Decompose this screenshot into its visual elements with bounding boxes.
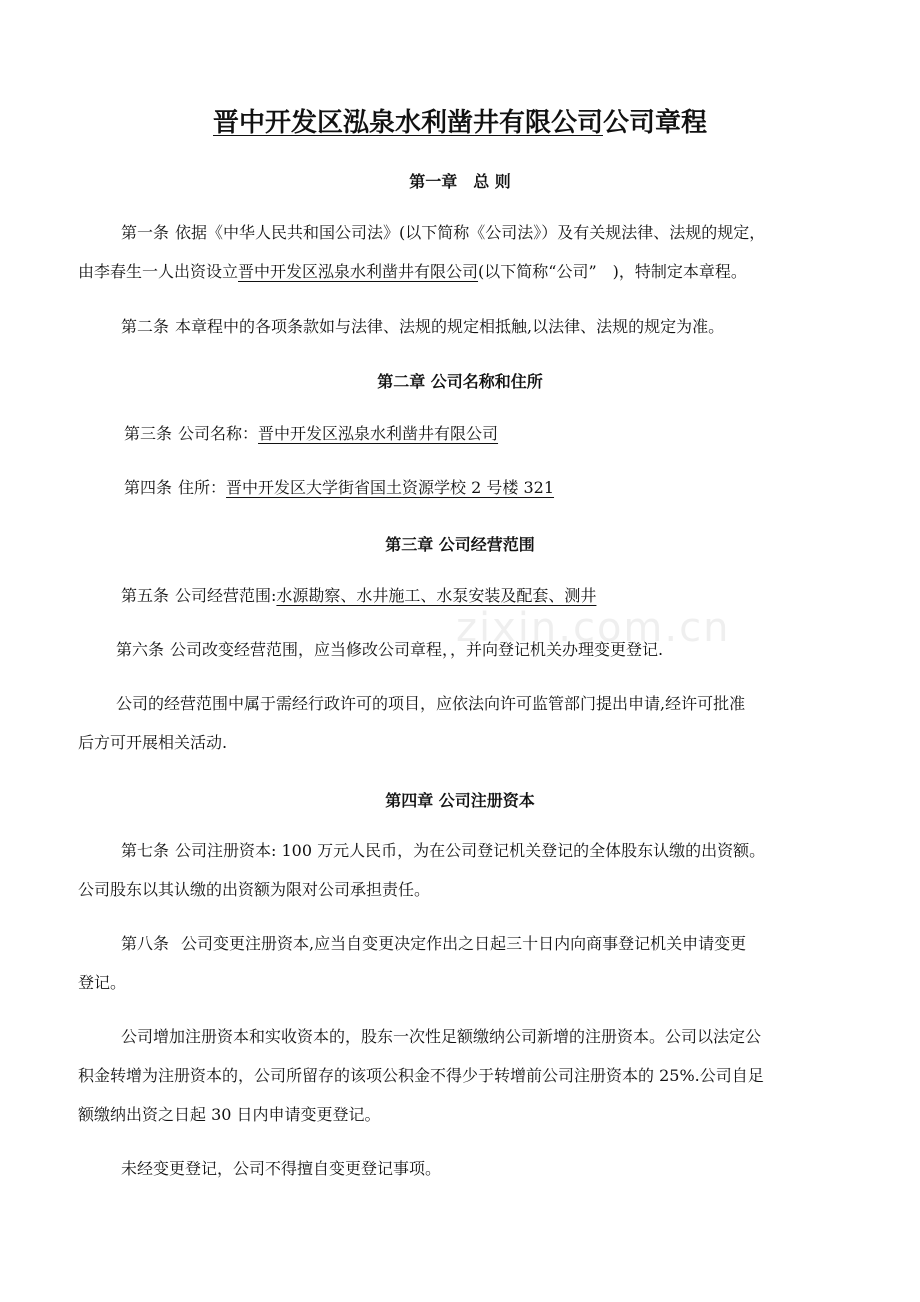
- article-5: [121, 586, 596, 606]
- article-8-text: 公司变更注册资本,应当自变更决定作出之日起三十日内向商事登记机关申请变更: [181, 934, 747, 953]
- capital-para-line-3: 额缴纳出资之日起 30 日内申请变更登记。: [78, 1105, 381, 1124]
- chapter-1-heading: 第一章 总 则: [409, 172, 511, 191]
- chapter-4-heading: 第四章 公司注册资本: [385, 791, 535, 810]
- registration-para: 未经变更登记，公司不得擅自变更登记事项。: [121, 1159, 442, 1178]
- article-5-scope: 水源勘察、水井施工、水泵安装及配套、测井: [276, 586, 597, 605]
- capital-para-line-2: 积金转增为注册资本的，公司所留存的该项公积金不得少于转增前公司注册资本的 25%.公司自足: [78, 1066, 764, 1085]
- article-4: [124, 478, 554, 498]
- article-3: [124, 424, 498, 444]
- scope-para-line-1: 公司的经营范围中属于需经行政许可的项目，应依法向许可监管部门提出申请,经许可批准: [116, 694, 746, 713]
- watermark: zixin.com.cn: [456, 605, 731, 651]
- article-7-label: 第七条: [121, 841, 170, 860]
- title-suffix: 公司章程: [603, 108, 708, 138]
- article-1-label: 第一条: [121, 223, 170, 242]
- article-3-prefix: 公司名称：: [178, 424, 259, 443]
- article-4-prefix: 住所：: [178, 478, 227, 497]
- article-2: [121, 317, 724, 337]
- chapter-3-heading: 第三章 公司经营范围: [385, 535, 535, 554]
- article-1-line-1: [121, 223, 765, 243]
- document-title: [0, 102, 920, 139]
- article-7-text: 公司注册资本: 100 万元人民币，为在公司登记机关登记的全体股东认缴的出资额。: [175, 841, 766, 860]
- article-2-label: 第二条: [121, 317, 170, 336]
- article-1-post: (以下简称“公司” )，特制定本章程。: [478, 262, 747, 281]
- article-1-pre: 由李春生一人出资设立: [78, 262, 239, 281]
- article-1-line-2: [78, 262, 747, 282]
- article-6-label: 第六条: [116, 640, 165, 659]
- article-8-label: 第八条: [121, 934, 170, 953]
- article-4-address: 晋中开发区大学街省国土资源学校 2 号楼 321: [226, 478, 555, 497]
- chapter-2-heading: 第二章 公司名称和住所: [377, 372, 543, 391]
- scope-para-line-2: 后方可开展相关活动.: [78, 733, 228, 752]
- article-2-text: 本章程中的各项条款如与法律、法规的规定相抵触,以法律、法规的规定为准。: [175, 317, 725, 336]
- article-7-line-1: [121, 841, 765, 861]
- article-4-label: 第四条: [124, 478, 173, 497]
- article-3-label: 第三条: [124, 424, 173, 443]
- article-5-prefix: 公司经营范围:: [175, 586, 277, 605]
- article-3-company-name: 晋中开发区泓泉水利凿井有限公司: [258, 424, 499, 443]
- article-1-company: 晋中开发区泓泉水利凿井有限公司: [238, 262, 479, 281]
- capital-para-line-1: 公司增加注册资本和实收资本的，股东一次性足额缴纳公司新增的注册资本。公司以法定公: [121, 1027, 762, 1046]
- article-5-label: 第五条: [121, 586, 170, 605]
- article-6-text: 公司改变经营范围，应当修改公司章程，，并向登记机关办理变更登记.: [170, 640, 664, 659]
- article-1-text: 依据《中华人民共和国公司法》(以下简称《公司法》）及有关规法律、法规的规定，: [175, 223, 766, 242]
- article-8-line-1: [121, 934, 746, 954]
- article-7-line-2: 公司股东以其认缴的出资额为限对公司承担责任。: [78, 880, 431, 899]
- title-company-name: 晋中开发区泓泉水利凿井有限公司: [212, 108, 603, 138]
- article-8-line-2: 登记。: [78, 973, 127, 992]
